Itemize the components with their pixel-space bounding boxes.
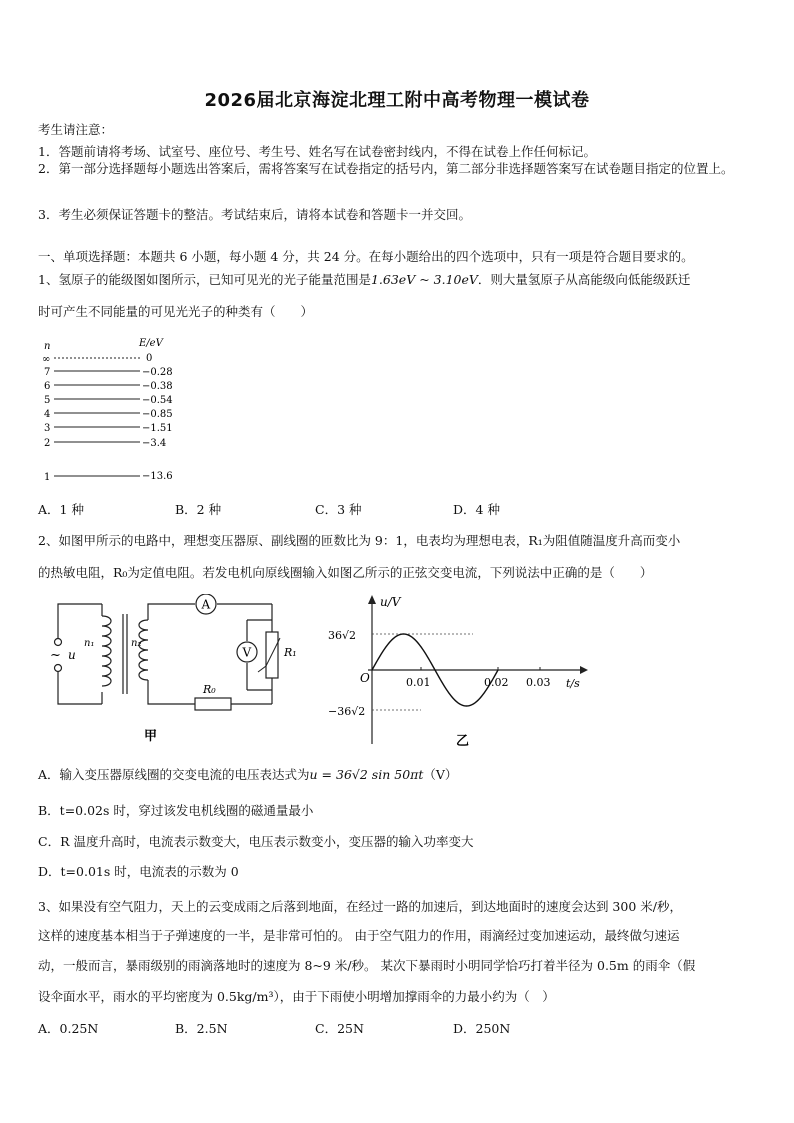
terminal-bottom xyxy=(55,665,62,672)
terminal-top xyxy=(55,639,62,646)
q2-option-a-text: A．输入变压器原线圈的交变电流的电压表达式为 xyxy=(38,767,310,782)
q1-option-b: B．2 种 xyxy=(175,502,222,517)
origin-label: O xyxy=(360,671,370,685)
q1-text-b: ．则大量氢原子从高能级向低能级跃迁 xyxy=(477,272,691,287)
transformer-circuit-diagram xyxy=(40,594,300,750)
y-axis-label: u/V xyxy=(380,595,401,609)
n1-label: n₁ xyxy=(84,638,95,649)
n2-label: n₂ xyxy=(131,638,142,649)
level-label-e: −0.38 xyxy=(142,381,173,392)
q3-stem-line4: 设伞面水平，雨水的平均密度为 0.5kg/m³），由于下雨使小明增加撑雨伞的力最小约为（ ） xyxy=(38,989,555,1004)
q3-option-a: A．0.25N xyxy=(38,1021,99,1036)
page-title: 2026届北京海淀北理工附中高考物理一模试卷 xyxy=(204,90,590,111)
q1-option-d: D．4 种 xyxy=(453,502,500,517)
level-4 xyxy=(44,409,173,420)
level-label-e: −13.6 xyxy=(142,471,173,482)
ac-symbol: ~ xyxy=(50,648,61,663)
q3-option-b: B．2.5N xyxy=(175,1021,228,1036)
level-6 xyxy=(44,381,173,392)
level-1 xyxy=(44,471,173,483)
level-label-e: 0 xyxy=(146,353,153,364)
level-label-n: 4 xyxy=(44,409,51,420)
level-label-e: −3.4 xyxy=(142,438,167,449)
figure-caption-jia: 甲 xyxy=(144,729,158,744)
level-inf xyxy=(42,353,152,365)
r0-label: R₀ xyxy=(203,683,216,696)
level-label-n: 6 xyxy=(44,381,51,392)
q3-stem-line2: 这样的速度基本相当于子弹速度的一半，是非常可怕的。 由于空气阻力的作用，雨滴经过变加速运动，最终做匀速运 xyxy=(38,928,680,943)
q1-option-a: A．1 种 xyxy=(38,502,84,517)
axis-n-label: n xyxy=(44,341,51,352)
r1-label: R₁ xyxy=(284,646,297,659)
ammeter-label: A xyxy=(201,597,211,612)
q1-stem-line1 xyxy=(38,270,690,288)
level-5 xyxy=(44,395,173,406)
q2-option-a-unit: （V） xyxy=(423,767,458,782)
q3-stem-line1: 3、如果没有空气阻力，天上的云变成雨之后落到地面，在经过一路的加速后，到达地面时的速度会达到 300 米/秒， xyxy=(38,899,682,914)
y-axis-arrow xyxy=(368,595,376,604)
level-7 xyxy=(44,367,173,378)
x-axis-label: t/s xyxy=(566,677,580,690)
q2-option-b: B．t=0.02s 时，穿过该发电机线圈的磁通量最小 xyxy=(38,803,314,818)
tick-label: 0.01 xyxy=(406,676,431,689)
level-label-n: 7 xyxy=(44,367,51,378)
ammeter xyxy=(196,594,216,614)
q3-option-d: D．250N xyxy=(453,1021,511,1036)
q1-text-a: 1、氢原子的能级图如图所示，已知可见光的光子能量范围是 xyxy=(38,272,371,287)
source-label: u xyxy=(68,648,76,662)
q2-option-d: D．t=0.01s 时，电流表的示数为 0 xyxy=(38,864,239,879)
q2-option-a-formula: u = 36√2 sin 50πt xyxy=(309,767,424,782)
tick-label: 0.03 xyxy=(526,676,551,689)
q2-option-c: C．R 温度升高时，电流表示数变大，电压表示数变小，变压器的输入功率变大 xyxy=(38,834,474,849)
section-heading: 一、单项选择题：本题共 6 小题，每小题 4 分，共 24 分。在每小题给出的四个选项中，只有一项是符合题目要求的。 xyxy=(38,249,694,264)
level-label-e: −0.28 xyxy=(142,367,173,378)
level-label-e: −0.54 xyxy=(142,395,173,406)
thermistor-r1 xyxy=(258,632,297,678)
level-label-n: ∞ xyxy=(42,354,51,365)
voltmeter-label: V xyxy=(242,645,252,660)
q2-stem-line2: 的热敏电阻，R₀为定值电阻。若发电机向原线圈输入如图乙所示的正弦交变电流，下列说法中正确的是（ ） xyxy=(38,565,653,580)
q2-option-a xyxy=(38,765,457,783)
level-label-e: −1.51 xyxy=(142,423,173,434)
energy-level-diagram xyxy=(36,334,186,486)
level-label-n: 5 xyxy=(44,395,51,406)
x-axis-arrow xyxy=(580,666,588,674)
tick-label: 0.02 xyxy=(484,676,509,689)
figure-caption-yi: 乙 xyxy=(456,734,470,749)
level-label-n: 2 xyxy=(44,438,51,449)
ymax-label: 36√2 xyxy=(328,629,357,642)
axis-e-label: E/eV xyxy=(139,338,163,349)
notice-item-3: 3．考生必须保证答题卡的整洁。考试结束后，请将本试卷和答题卡一并交回。 xyxy=(38,207,471,222)
q1-energy-range: 1.63eV ~ 3.10eV xyxy=(370,272,478,287)
q1-option-c: C．3 种 xyxy=(315,502,362,517)
level-2 xyxy=(44,438,166,449)
level-label-e: −0.85 xyxy=(142,409,173,420)
notice-heading: 考生请注意： xyxy=(38,122,114,137)
q3-option-c: C．25N xyxy=(315,1021,364,1036)
voltmeter xyxy=(237,642,257,662)
ymin-label: −36√2 xyxy=(328,705,366,718)
voltage-time-graph xyxy=(328,590,590,750)
level-label-n: 3 xyxy=(44,423,51,434)
level-3 xyxy=(44,423,173,434)
q2-stem-line1: 2、如图甲所示的电路中，理想变压器原、副线圈的匝数比为 9：1，电表均为理想电表，R₁为阻值随温度升高而变小 xyxy=(38,533,681,548)
q3-stem-line3: 动，一般而言，暴雨级别的雨滴落地时的速度为 8~9 米/秒。 某次下暴雨时小明同学恰巧打着半径为 0.5m 的雨伞（假 xyxy=(38,958,696,973)
notice-item-2: 2．第一部分选择题每小题选出答案后，需将答案写在试卷指定的括号内，第二部分非选择题答案写在试卷题目指定的位置上。 xyxy=(38,161,734,176)
level-label-n: 1 xyxy=(44,472,51,483)
notice-item-1: 1．答题前请将考场、试室号、座位号、考生号、姓名写在试卷密封线内，不得在试卷上作任何标记。 xyxy=(38,144,596,159)
q1-stem-line2: 时可产生不同能量的可见光光子的种类有（ ） xyxy=(38,304,314,319)
resistor-r0 xyxy=(195,683,231,710)
